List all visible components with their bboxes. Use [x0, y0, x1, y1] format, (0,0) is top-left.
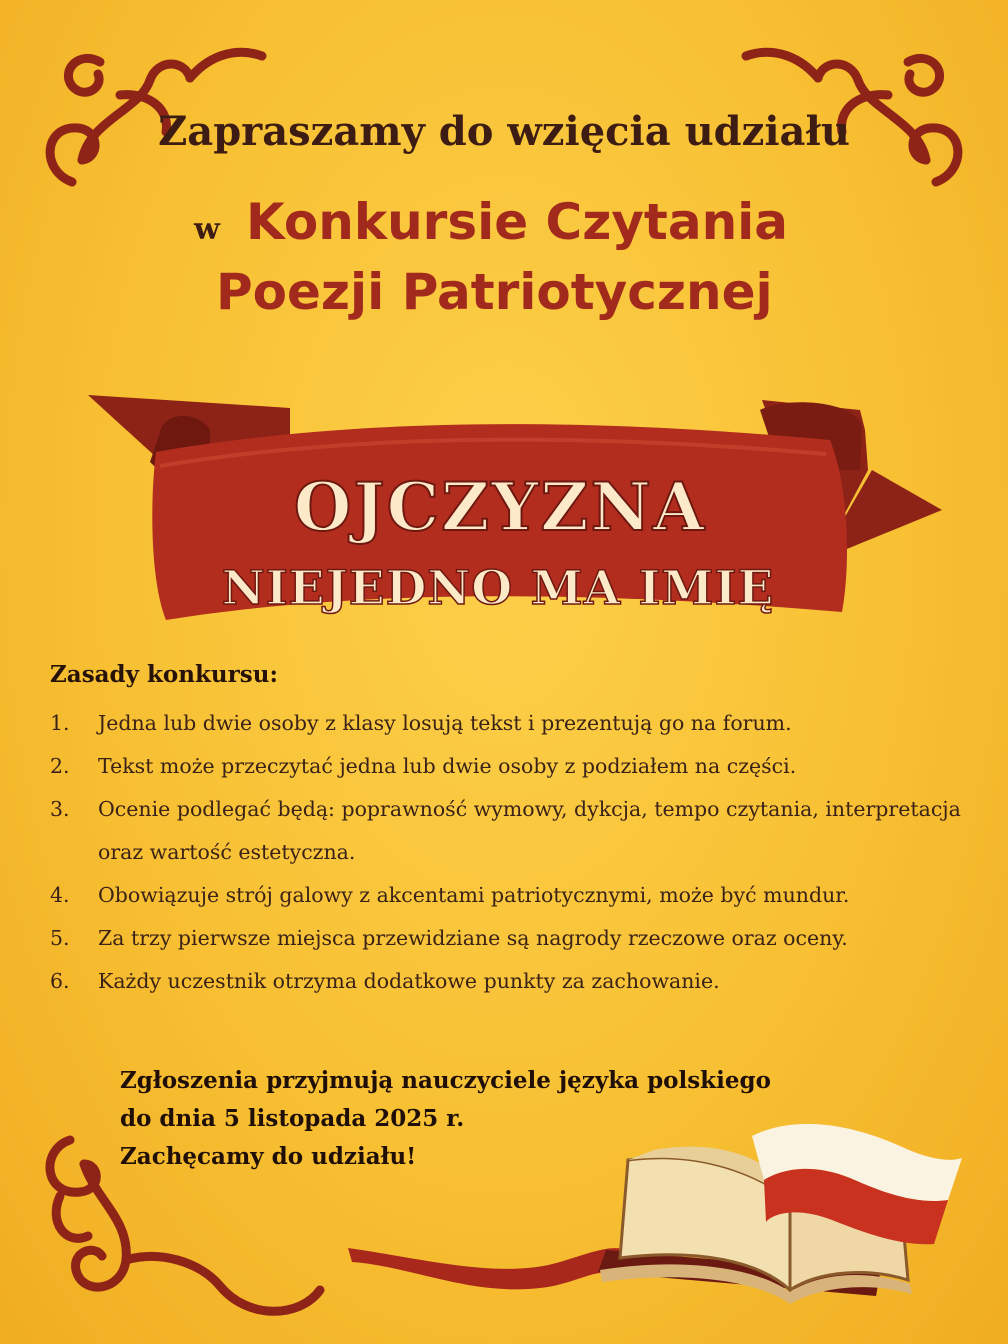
banner-line-2: NIEJEDNO MA IMIĘ — [221, 561, 775, 616]
rule-number: 1. — [50, 711, 70, 735]
rules-heading: Zasady konkursu: — [50, 661, 278, 688]
rule-number: 5. — [50, 926, 70, 950]
rule-number: 4. — [50, 883, 70, 907]
rule-text: Obowiązuje strój galowy z akcentami patriotycznymi, może być mundur. — [98, 883, 850, 907]
title-line-2: Poezji Patriotycznej — [216, 263, 773, 321]
list-item — [50, 745, 990, 788]
rule-number: 2. — [50, 754, 70, 778]
rule-text: Za trzy pierwsze miejsca przewidziane są nagrody rzeczowe oraz oceny. — [98, 926, 848, 950]
rules-list — [50, 702, 990, 1003]
footer-notice — [120, 1062, 920, 1176]
footer-line-3: Zachęcamy do udziału! — [120, 1143, 417, 1170]
footer-line-1: Zgłoszenia przyjmują nauczyciele języka polskiego — [120, 1067, 771, 1094]
list-item — [50, 874, 990, 917]
list-item — [50, 960, 990, 1003]
title-prefix: w — [194, 212, 220, 247]
rule-text: Tekst może przeczytać jedna lub dwie osoby z podziałem na części. — [98, 754, 797, 778]
intro-text: Zapraszamy do wzięcia udziału — [158, 108, 850, 155]
list-item — [50, 788, 990, 874]
rule-number: 3. — [50, 797, 70, 821]
rule-text: Każdy uczestnik otrzyma dodatkowe punkty za zachowanie. — [98, 969, 720, 993]
title-line-1: Konkursie Czytania — [246, 193, 789, 251]
list-item — [50, 702, 990, 745]
banner-line-1: OJCZYZNA — [293, 468, 707, 546]
rule-number: 6. — [50, 969, 70, 993]
footer-line-2: do dnia 5 listopada 2025 r. — [120, 1105, 465, 1132]
rule-text: Jedna lub dwie osoby z klasy losują tekst i prezentują go na forum. — [98, 711, 792, 735]
rule-text: Ocenie podlegać będą: poprawność wymowy, dykcja, tempo czytania, interpretacja oraz wartość estetyczna. — [98, 797, 961, 864]
list-item — [50, 917, 990, 960]
